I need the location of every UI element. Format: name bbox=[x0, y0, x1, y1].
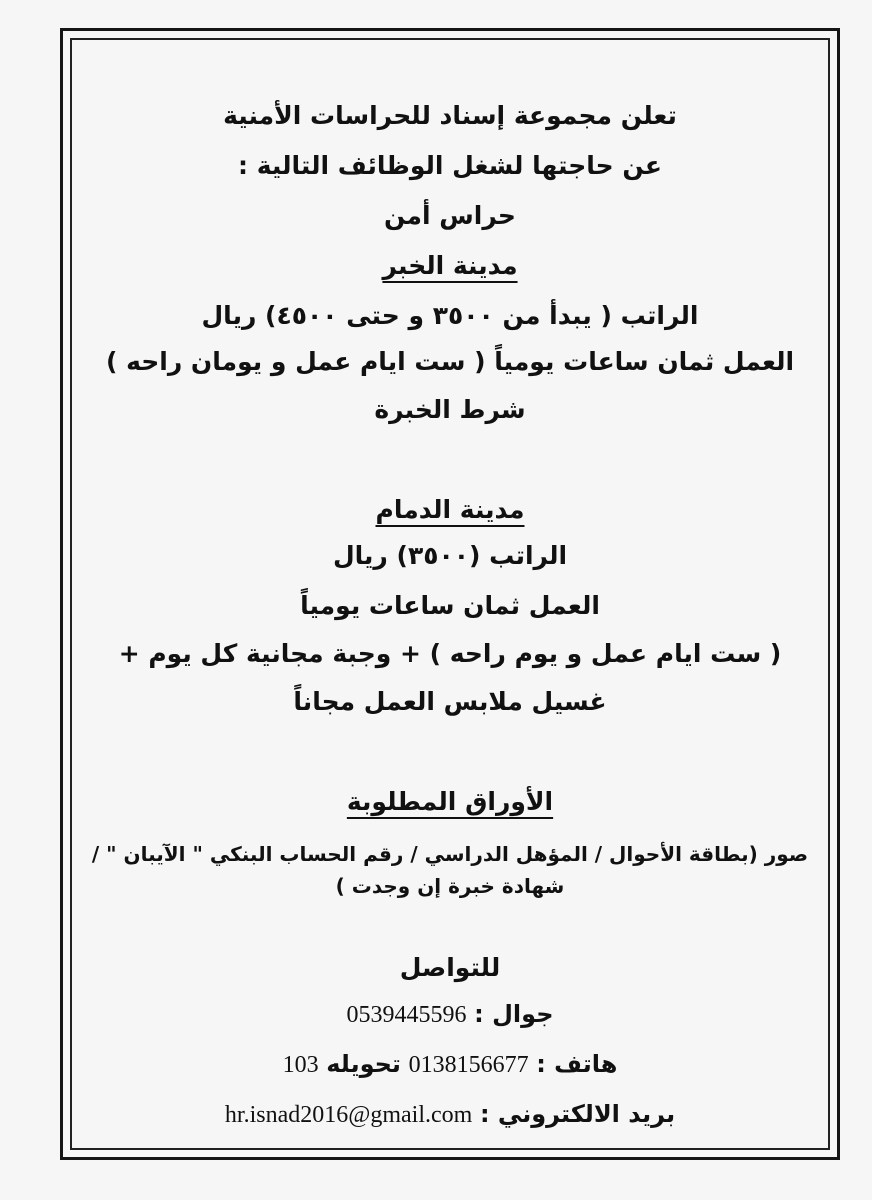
contact-email bbox=[90, 1096, 810, 1133]
email-address[interactable]: hr.isnad2016@gmail.com bbox=[224, 1102, 473, 1128]
phone-number[interactable]: 0138156677 bbox=[408, 1052, 529, 1078]
documents-section-title bbox=[90, 784, 810, 820]
documents-line-2: شهادة خبرة إن وجدت ) bbox=[335, 874, 565, 898]
phone-label: هاتف : bbox=[536, 1050, 618, 1078]
job-title: حراس أمن bbox=[384, 201, 516, 230]
email-label: بريد الالكتروني : bbox=[479, 1100, 676, 1128]
heading-line-1: تعلن مجموعة إسناد للحراسات الأمنية bbox=[223, 101, 677, 130]
dammam-city-heading: مدينة الدمام bbox=[375, 495, 525, 524]
contact-phone bbox=[90, 1046, 810, 1083]
khobar-city-heading: مدينة الخبر bbox=[382, 251, 518, 280]
khobar-section-title bbox=[90, 248, 810, 284]
contact-mobile bbox=[90, 996, 810, 1033]
documents-line-1: صور (بطاقة الأحوال / المؤهل الدراسي / رقم الحساب البنكي " الآيبان " / bbox=[91, 842, 809, 866]
mobile-number[interactable]: 0539445596 bbox=[346, 1002, 467, 1028]
mobile-label: جوال : bbox=[474, 1000, 554, 1028]
contact-heading: للتواصل bbox=[399, 953, 501, 982]
khobar-hours: العمل ثمان ساعات يومياً ( ست ايام عمل و يومان راحه ) bbox=[105, 347, 795, 376]
heading-line-2: عن حاجتها لشغل الوظائف التالية : bbox=[238, 151, 662, 180]
dammam-salary: الراتب (٣٥٠٠) ريال bbox=[332, 541, 568, 570]
extension-number: 103 bbox=[282, 1052, 319, 1078]
khobar-condition: شرط الخبرة bbox=[374, 395, 526, 424]
khobar-salary: الراتب ( يبدأ من ٣٥٠٠ و حتى ٤٥٠٠) ريال bbox=[201, 301, 699, 330]
documents-heading: الأوراق المطلوبة bbox=[346, 787, 554, 816]
dammam-section-title bbox=[90, 492, 810, 528]
extension-label: تحويله bbox=[326, 1050, 401, 1078]
dammam-schedule: ( ست ايام عمل و يوم راحه ) + وجبة مجانية كل يوم + bbox=[118, 639, 782, 668]
dammam-laundry: غسيل ملابس العمل مجاناً bbox=[293, 687, 607, 716]
dammam-hours: العمل ثمان ساعات يومياً bbox=[300, 591, 600, 620]
